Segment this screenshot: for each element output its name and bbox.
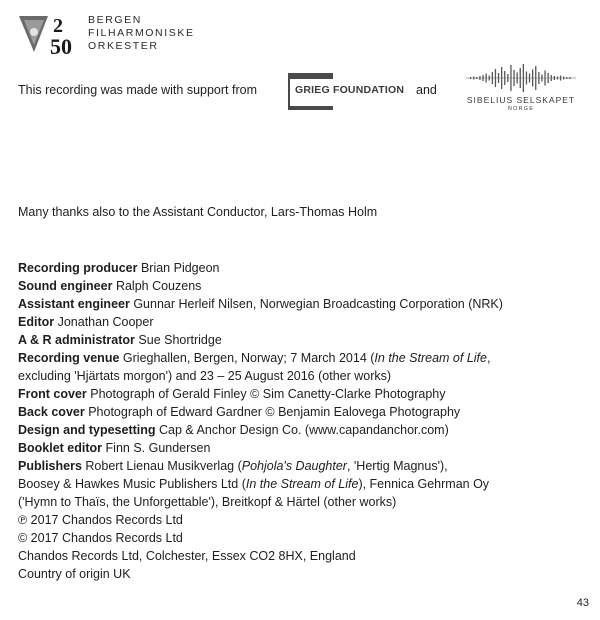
credit-design: Design and typesetting Cap & Anchor Design Co. (www.capandanchor.com) (18, 423, 449, 437)
sibelius-society-logo (466, 62, 576, 117)
credit-ar-administrator: A & R administrator Sue Shortridge (18, 333, 222, 347)
sibelius-society-country: NORGE (507, 106, 535, 112)
credit-editor: Editor Jonathan Cooper (18, 315, 154, 329)
country-of-origin: Country of origin UK (18, 567, 131, 581)
credit-back-cover: Back cover Photograph of Edward Gardner © Benjamin Ealovega Photography (18, 405, 461, 419)
thanks-line: Many thanks also to the Assistant Conductor, Lars-Thomas Holm (18, 205, 378, 219)
credit-recording-producer: Recording producer Brian Pidgeon (18, 261, 220, 275)
credit-booklet-editor: Booklet editor Finn S. Gundersen (18, 441, 211, 455)
support-text: This recording was made with support from (18, 83, 257, 97)
anniversary-digit-two: 2 (53, 15, 63, 37)
orchestra-name-line: BERGEN (88, 14, 142, 26)
sibelius-society-name: SIBELIUS SELSKAPET (466, 95, 576, 105)
and-text: and (416, 83, 437, 97)
credits-block (18, 259, 588, 583)
orchestra-name-line: ORKESTER (88, 40, 159, 52)
credit-recording-venue-continued: excluding 'Hjärtats morgon') and 23 – 25 August 2016 (other works) (18, 369, 392, 383)
grieg-foundation-logo-text: GRIEG FOUNDATION (295, 84, 405, 96)
credit-assistant-engineer: Assistant engineer Gunnar Herleif Nilsen, Norwegian Broadcasting Corporation (NRK) (18, 297, 503, 311)
credit-publishers-continued: Boosey & Hawkes Music Publishers Ltd (In the Stream of Life), Fennica Gehrman Oy (18, 477, 490, 491)
credit-recording-venue: Recording venue Grieghallen, Bergen, Norway; 7 March 2014 (In the Stream of Life, (18, 351, 491, 365)
company-address: Chandos Records Ltd, Colchester, Essex CO2 8HX, England (18, 549, 356, 563)
grieg-foundation-logo (287, 70, 412, 112)
sound-wave-icon (466, 62, 576, 94)
bergen-philharmonic-logo (18, 12, 208, 60)
violin-250-logo-icon (18, 12, 88, 58)
orchestra-name (88, 14, 195, 53)
page-number: 43 (576, 597, 589, 609)
credit-sound-engineer: Sound engineer Ralph Couzens (18, 279, 202, 293)
credit-front-cover: Front cover Photograph of Gerald Finley © Sim Canetty-Clarke Photography (18, 387, 446, 401)
copyright-notice: © 2017 Chandos Records Ltd (18, 531, 183, 545)
credit-publishers-continued: ('Hymn to Thaïs, the Unforgettable'), Breitkopf & Härtel (other works) (18, 495, 397, 509)
phonogram-notice: ℗ 2017 Chandos Records Ltd (18, 513, 183, 527)
anniversary-digits-fifty: 50 (50, 34, 72, 58)
orchestra-name-line: FILHARMONISKE (88, 27, 195, 39)
credit-publishers: Publishers Robert Lienau Musikverlag (Pohjola's Daughter, 'Hertig Magnus'), (18, 459, 448, 473)
